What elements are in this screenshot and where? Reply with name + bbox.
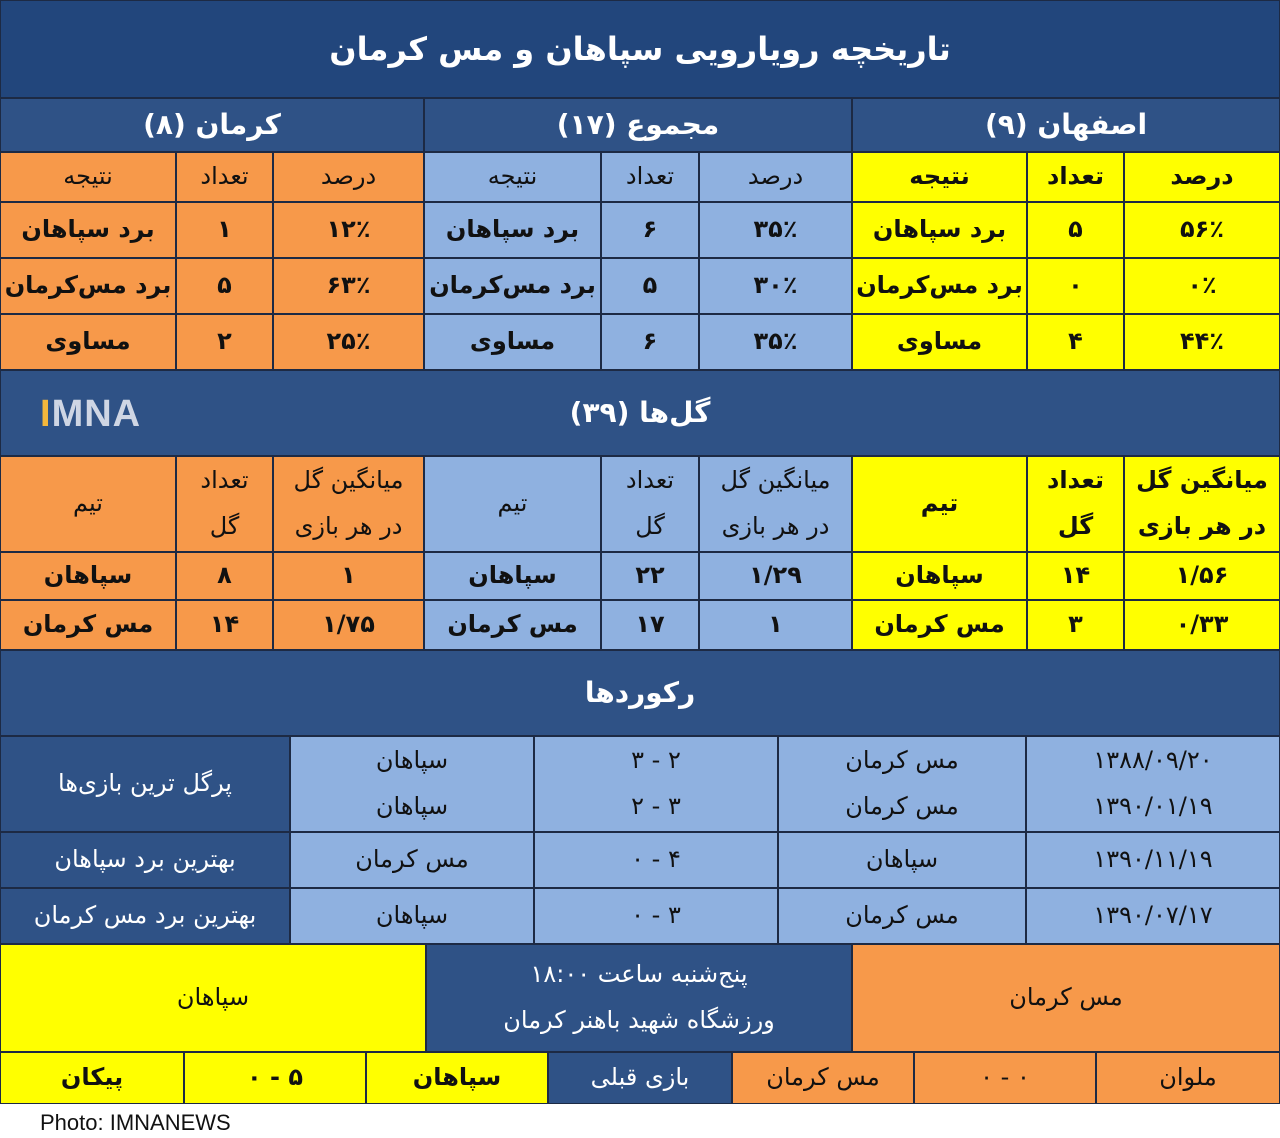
table-row-cell: ۰ [1027, 258, 1124, 314]
isfahan-percent-header: درصد [1124, 152, 1280, 202]
table-row-cell: ۱ [699, 600, 852, 650]
table-row-cell: برد مس‌کرمان [0, 258, 176, 314]
previous-label: بازی قبلی [548, 1052, 732, 1104]
table-row-cell: ۱/۲۹ [699, 552, 852, 600]
table-row-cell: مساوی [0, 314, 176, 370]
table-row-cell: ۲ [176, 314, 273, 370]
upcoming-home-team: مس کرمان [852, 944, 1280, 1052]
previous-left-score: ۵ - ۰ [184, 1052, 366, 1104]
isfahan-team-header: تیم [852, 456, 1027, 552]
kerman-team-header: تیم [0, 456, 176, 552]
previous-right-team1: ملوان [1096, 1052, 1280, 1104]
page-title: تاریخچه رویارویی سپاهان و مس کرمان [0, 0, 1280, 98]
section-isfahan: اصفهان (۹) [852, 98, 1280, 152]
kerman-goal-count-header: تعداد گل [176, 456, 273, 552]
section-kerman: کرمان (۸) [0, 98, 424, 152]
table-row-cell: ۸ [176, 552, 273, 600]
table-row-cell: برد سپاهان [424, 202, 601, 258]
isfahan-goal-count-header: تعداد گل [1027, 456, 1124, 552]
record-home: مس کرمان [778, 888, 1026, 944]
table-row-cell: سپاهان [852, 552, 1027, 600]
record-date: ۱۳۸۸/۰۹/۲۰ ۱۳۹۰/۰۱/۱۹ [1026, 736, 1280, 832]
table-row-cell: مس کرمان [424, 600, 601, 650]
table-row-cell: ۴ [1027, 314, 1124, 370]
total-count-header: تعداد [601, 152, 699, 202]
table-row-cell: ۶ [601, 202, 699, 258]
record-score: ۲ - ۳ ۳ - ۲ [534, 736, 778, 832]
table-row-cell: ۱ [176, 202, 273, 258]
table-row-cell: مس کرمان [0, 600, 176, 650]
record-away: سپاهان سپاهان [290, 736, 534, 832]
isfahan-avg-header: میانگین گل در هر بازی [1124, 456, 1280, 552]
table-row-cell: مساوی [852, 314, 1027, 370]
imna-logo: IMNA [40, 393, 142, 435]
table-row-cell: ۳۰٪ [699, 258, 852, 314]
table-row-cell: ۵ [176, 258, 273, 314]
table-row-cell: برد مس‌کرمان [852, 258, 1027, 314]
table-row-cell: ۰٪ [1124, 258, 1280, 314]
record-home: سپاهان [778, 832, 1026, 888]
section-total: مجموع (۱۷) [424, 98, 852, 152]
table-row-cell: ۱/۷۵ [273, 600, 424, 650]
record-date: ۱۳۹۰/۱۱/۱۹ [1026, 832, 1280, 888]
table-row-cell: ۴۴٪ [1124, 314, 1280, 370]
total-goal-count-header: تعداد گل [601, 456, 699, 552]
upcoming-match-info: پنج‌شنبه ساعت ۱۸:۰۰ ورزشگاه شهید باهنر کرمان [426, 944, 852, 1052]
table-row-cell: ۵ [1027, 202, 1124, 258]
record-label: بهترین برد سپاهان [0, 832, 290, 888]
record-away: سپاهان [290, 888, 534, 944]
table-row-cell: ۱۷ [601, 600, 699, 650]
table-row-cell: ۱۲٪ [273, 202, 424, 258]
table-row-cell: ۳۵٪ [699, 202, 852, 258]
photo-credit: Photo: IMNANEWS [40, 1110, 231, 1135]
table-row-cell: سپاهان [424, 552, 601, 600]
table-row-cell: ۰/۳۳ [1124, 600, 1280, 650]
record-score: ۴ - ۰ [534, 832, 778, 888]
record-away: مس کرمان [290, 832, 534, 888]
table-row-cell: برد مس‌کرمان [424, 258, 601, 314]
kerman-percent-header: درصد [273, 152, 424, 202]
table-row-cell: برد سپاهان [852, 202, 1027, 258]
kerman-result-header: نتیجه [0, 152, 176, 202]
previous-left-team1: سپاهان [366, 1052, 548, 1104]
kerman-avg-header: میانگین گل در هر بازی [273, 456, 424, 552]
record-label: پرگل ترین بازی‌ها [0, 736, 290, 832]
section-records: رکوردها [0, 650, 1280, 736]
table-row-cell: ۵۶٪ [1124, 202, 1280, 258]
table-row-cell: سپاهان [0, 552, 176, 600]
table-row-cell: مساوی [424, 314, 601, 370]
table-row-cell: برد سپاهان [0, 202, 176, 258]
record-score: ۳ - ۰ [534, 888, 778, 944]
total-avg-header: میانگین گل در هر بازی [699, 456, 852, 552]
table-row-cell: ۳۵٪ [699, 314, 852, 370]
upcoming-away-team: سپاهان [0, 944, 426, 1052]
total-result-header: نتیجه [424, 152, 601, 202]
table-row-cell: ۳ [1027, 600, 1124, 650]
table-row-cell: ۶۳٪ [273, 258, 424, 314]
table-row-cell: ۲۵٪ [273, 314, 424, 370]
previous-left-team2: پیکان [0, 1052, 184, 1104]
record-label: بهترین برد مس کرمان [0, 888, 290, 944]
table-row-cell: مس کرمان [852, 600, 1027, 650]
record-date: ۱۳۹۰/۰۷/۱۷ [1026, 888, 1280, 944]
table-row-cell: ۵ [601, 258, 699, 314]
total-percent-header: درصد [699, 152, 852, 202]
total-team-header: تیم [424, 456, 601, 552]
isfahan-result-header: نتیجه [852, 152, 1027, 202]
table-row-cell: ۱۴ [176, 600, 273, 650]
previous-right-score: ۰ - ۰ [914, 1052, 1096, 1104]
record-home: مس کرمان مس کرمان [778, 736, 1026, 832]
previous-right-team2: مس کرمان [732, 1052, 914, 1104]
table-row-cell: ۲۲ [601, 552, 699, 600]
isfahan-count-header: تعداد [1027, 152, 1124, 202]
table-row-cell: ۱/۵۶ [1124, 552, 1280, 600]
kerman-count-header: تعداد [176, 152, 273, 202]
table-row-cell: ۶ [601, 314, 699, 370]
table-row-cell: ۱۴ [1027, 552, 1124, 600]
table-row-cell: ۱ [273, 552, 424, 600]
section-goals: گل‌ها (۳۹) [0, 370, 1280, 456]
